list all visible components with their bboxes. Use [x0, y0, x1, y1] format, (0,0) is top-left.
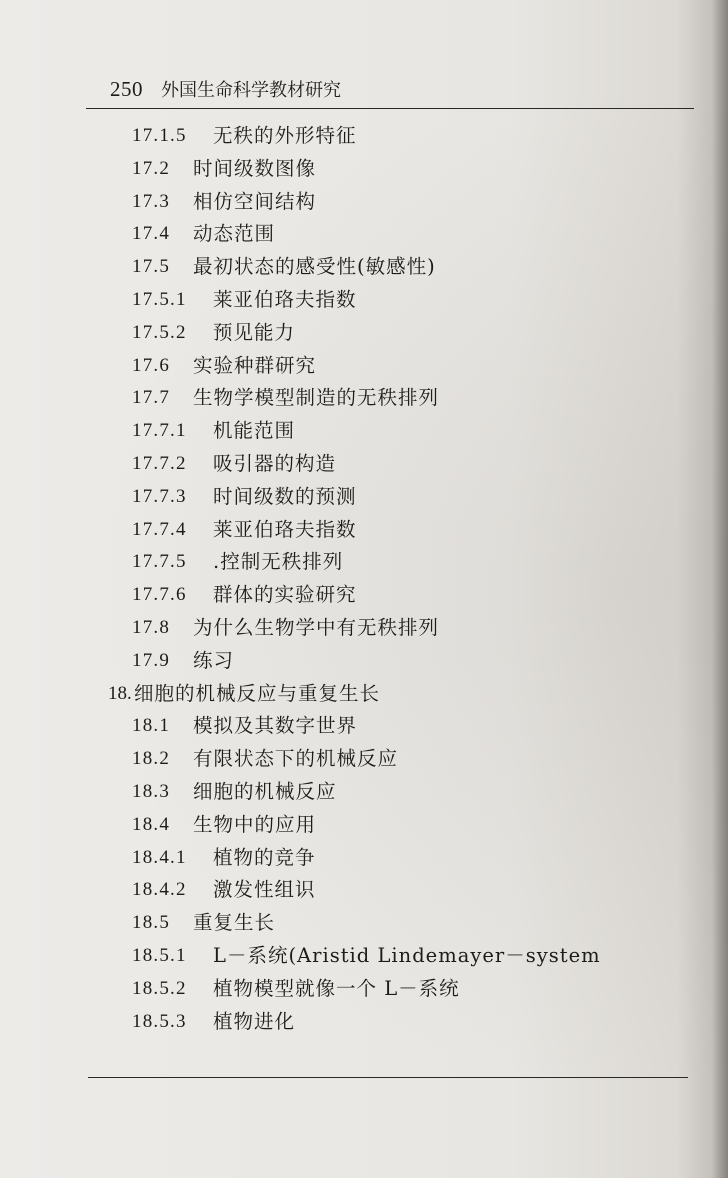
toc-entry [0, 186, 728, 219]
toc-entry [0, 1006, 728, 1039]
toc-entry [0, 514, 728, 547]
toc-number: 17.4 [132, 223, 171, 245]
toc-entry [0, 317, 728, 350]
toc-title: 动态范围 [193, 222, 276, 246]
toc-number: 18.4.1 [132, 846, 187, 868]
toc-title: 相仿空间结构 [193, 189, 317, 213]
toc-title: 机能范围 [213, 419, 296, 443]
toc-entry [0, 481, 728, 514]
toc-title: L－系统(Aristid Lindemayer－system [213, 943, 601, 967]
toc-title: 群体的实验研究 [213, 583, 357, 607]
toc-number: 17.1.5 [132, 125, 187, 146]
toc-entry [0, 710, 728, 743]
toc-entry [0, 842, 728, 875]
toc-chapter-entry [0, 678, 728, 711]
toc-entry [0, 612, 728, 645]
toc-number: 17.8 [132, 616, 171, 638]
toc-number: 17.7.5 [132, 551, 187, 573]
toc-title: 时间级数图像 [193, 156, 317, 180]
toc-entry [0, 120, 728, 153]
toc-number: 17.7.2 [132, 452, 187, 474]
toc-title: 激发性组识 [213, 878, 316, 902]
toc-title: 吸引器的构造 [213, 451, 337, 475]
toc-title: 细胞的机械反应 [193, 779, 337, 803]
toc-title: 最初状态的感受性(敏感性) [193, 255, 436, 279]
toc-number: 17.5 [132, 256, 171, 278]
toc-title: 练习 [193, 648, 235, 672]
toc-number: 18.2 [132, 748, 171, 770]
toc-entry [0, 153, 728, 186]
toc-number: 18. [108, 682, 132, 704]
toc-number: 17.7.1 [132, 420, 187, 442]
toc-title: 植物进化 [213, 1009, 296, 1033]
toc-title: 生物学模型制造的无秩排列 [193, 386, 440, 410]
toc-title: 莱亚伯珞夫指数 [213, 517, 357, 541]
toc-title: 预见能力 [213, 320, 296, 344]
toc-entry [0, 907, 728, 940]
toc-entry [0, 973, 728, 1006]
toc-number: 17.7.6 [132, 584, 187, 606]
toc-entry [0, 809, 728, 842]
toc-entry [0, 218, 728, 251]
toc-number: 17.3 [132, 190, 171, 212]
toc-number: 18.5.2 [132, 977, 187, 999]
running-title: 外国生命科学教材研究 [161, 80, 341, 101]
toc-number: 17.2 [132, 157, 171, 179]
toc-entry [0, 874, 728, 907]
toc-entry [0, 415, 728, 448]
toc-title: 有限状态下的机械反应 [193, 747, 399, 771]
toc-number: 17.7.4 [132, 518, 187, 540]
toc-number: 17.7.3 [132, 485, 187, 507]
toc-entry [0, 940, 728, 973]
toc-number: 18.1 [132, 715, 171, 737]
toc-number: 17.5.2 [132, 321, 187, 343]
toc-title: .控制无秩排列 [213, 550, 344, 574]
toc-number: 18.4 [132, 813, 171, 835]
table-of-contents [0, 120, 728, 1038]
header-rule [86, 108, 694, 109]
toc-title: 莱亚伯珞夫指数 [213, 287, 357, 311]
toc-entry [0, 776, 728, 809]
toc-entry [0, 350, 728, 383]
page-number: 250 [110, 77, 143, 101]
toc-number: 18.3 [132, 780, 171, 802]
toc-number: 17.9 [132, 649, 171, 671]
toc-number: 18.5 [132, 912, 171, 934]
page-header [110, 76, 341, 102]
toc-title: 实验种群研究 [193, 353, 317, 377]
toc-title: 生物中的应用 [193, 812, 317, 836]
toc-entry [0, 284, 728, 317]
toc-title: 无秩的外形特征 [213, 124, 357, 147]
toc-entry [0, 382, 728, 415]
toc-title: 时间级数的预测 [213, 484, 357, 508]
toc-entry [0, 546, 728, 579]
toc-title: 为什么生物学中有无秩排列 [193, 615, 440, 639]
toc-title: 模拟及其数字世界 [193, 714, 358, 738]
toc-entry [0, 251, 728, 284]
page-edge-shadow [712, 0, 728, 1178]
toc-title: 植物模型就像一个 L－系统 [213, 976, 460, 1000]
toc-title: 细胞的机械反应与重复生长 [134, 681, 381, 705]
footer-rule [88, 1077, 688, 1078]
toc-entry [0, 448, 728, 481]
toc-number: 18.5.1 [132, 944, 187, 966]
toc-entry [0, 579, 728, 612]
toc-title: 植物的竞争 [213, 845, 316, 869]
toc-number: 18.5.3 [132, 1010, 187, 1032]
toc-number: 17.5.1 [132, 288, 187, 310]
toc-number: 17.6 [132, 354, 171, 376]
toc-number: 18.4.2 [132, 879, 187, 901]
toc-number: 17.7 [132, 387, 171, 409]
toc-entry [0, 645, 728, 678]
toc-entry [0, 743, 728, 776]
toc-title: 重复生长 [193, 911, 276, 935]
